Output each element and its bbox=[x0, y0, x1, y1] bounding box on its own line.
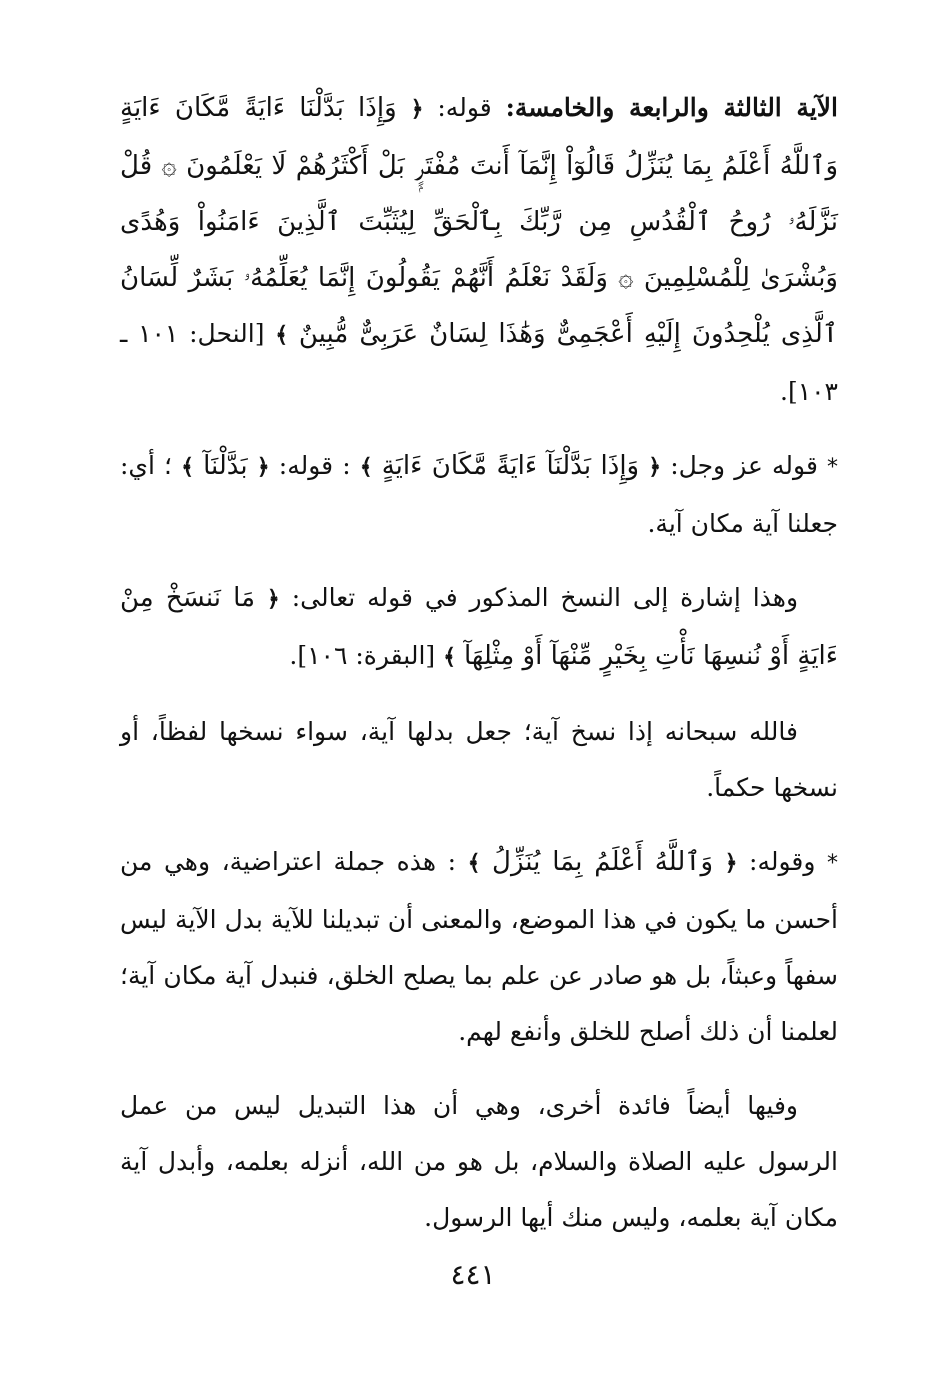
ornate-open-bracket: ﴿ bbox=[410, 97, 424, 122]
page-number: ٤٤١ bbox=[450, 1258, 496, 1291]
ornate-open-bracket: ﴿ bbox=[256, 455, 270, 480]
verse-reference: [البقرة: ١٠٦]. bbox=[289, 641, 436, 670]
star-marker: * bbox=[826, 851, 838, 876]
paragraph-verses-101-103 bbox=[120, 80, 838, 420]
section-heading: الآية الثالثة والرابعة والخامسة: bbox=[505, 93, 838, 122]
paragraph-intro: وهذا إشارة إلى النسخ المذكور في قوله تعالى: bbox=[291, 583, 799, 612]
paragraph-intro: قوله: bbox=[437, 93, 492, 122]
quran-verse: وَإِذَا بَدَّلْنَآ ءَايَةً مَّكَانَ ءَايَةٍ bbox=[381, 451, 640, 481]
paragraph-abrogation bbox=[120, 570, 838, 686]
quran-verse: مَا نَنسَخْ مِنْ ءَايَةٍ أَوْ نُنسِهَا نَأْتِ بِخَيْرٍ مِّنْهَآ أَوْ مِثْلِهَآ bbox=[120, 583, 838, 671]
ornate-close-bracket: ﴾ bbox=[275, 323, 289, 348]
paragraph-additional-benefit bbox=[120, 1078, 838, 1246]
ornate-open-bracket: ﴿ bbox=[266, 587, 280, 612]
paragraph-commentary-1 bbox=[120, 438, 838, 552]
quran-verse: وَإِذَا بَدَّلْنَا ءَايَةً مَّكَانَ ءَايَةٍ وَٱللَّهُ أَعْلَمُ بِمَا يُنَزِّلُ قَالُوٓاْ إِنَّمَآ أَنتَ مُفْتَرٍۭ بَلْ أَكْثَرُهُمْ لَا يَعْلَمُونَ ۞ قُلْ نَزَّلَهُۥ رُوحُ ٱلْقُدُسِ مِن رَّبِّكَ بِٱلْحَقِّ لِيُثَبِّتَ ٱلَّذِينَ ءَامَنُواْ وَهُدًى وَبُشْرَىٰ لِلْمُسْلِمِينَ ۞ وَلَقَدْ نَعْلَمُ أَنَّهُمْ يَقُولُونَ إِنَّمَا يُعَلِّمُهُۥ بَشَرٌ لِّسَانُ ٱلَّذِى يُلْحِدُونَ إِلَيْهِ أَعْجَمِىٌّ وَهَٰذَا لِسَانٌ عَرَبِىٌّ مُّبِينٌ bbox=[120, 93, 838, 349]
ornate-open-bracket: ﴿ bbox=[724, 851, 738, 876]
ornate-close-bracket: ﴾ bbox=[359, 455, 373, 480]
paragraph-text: : قوله: bbox=[278, 451, 351, 480]
ornate-close-bracket: ﴾ bbox=[467, 851, 481, 876]
paragraph-commentary-2 bbox=[120, 834, 838, 1060]
paragraph-text: ؛ أي: جعلنا آية مكان آية. bbox=[120, 451, 838, 538]
ornate-open-bracket: ﴿ bbox=[648, 455, 662, 480]
paragraph-intro: قوله عز وجل: bbox=[670, 451, 818, 480]
paragraph-text: وفيها أيضاً فائدة أخرى، وهي أن هذا التبديل ليس من عمل الرسول عليه الصلاة والسلام، بل هو من الله، أنزله بعلمه، وأبدل آية مكان آية بعلمه، وليس منك أيها الرسول. bbox=[120, 1091, 838, 1232]
star-marker: * bbox=[827, 455, 839, 480]
paragraph-intro: وقوله: bbox=[749, 847, 816, 876]
quran-verse: وَٱللَّهُ أَعْلَمُ بِمَا يُنَزِّلُ bbox=[492, 847, 714, 877]
verse-reference: [النحل: ١٠١ ـ ١٠٣]. bbox=[120, 319, 838, 406]
paragraph-text: : هذه جملة اعتراضية، وهي من أحسن ما يكون في هذا الموضع، والمعنى أن تبديلنا للآية بدل الآية ليس سفهاً وعبثاً، بل هو صادر عن علم بما يصلح الخلق، فنبدل آية مكان آية؛ لعلمنا أن ذلك أصلح للخلق وأنفع لهم. bbox=[120, 847, 838, 1046]
ornate-close-bracket: ﴾ bbox=[443, 645, 457, 670]
page-body bbox=[120, 80, 838, 1264]
quran-word: بَدَّلْنَآ bbox=[203, 451, 248, 481]
ornate-close-bracket: ﴾ bbox=[181, 455, 194, 480]
paragraph-text: فالله سبحانه إذا نسخ آية؛ جعل بدلها آية، سواء نسخها لفظاً، أو نسخها حكماً. bbox=[120, 717, 838, 802]
paragraph-explanation bbox=[120, 704, 838, 816]
